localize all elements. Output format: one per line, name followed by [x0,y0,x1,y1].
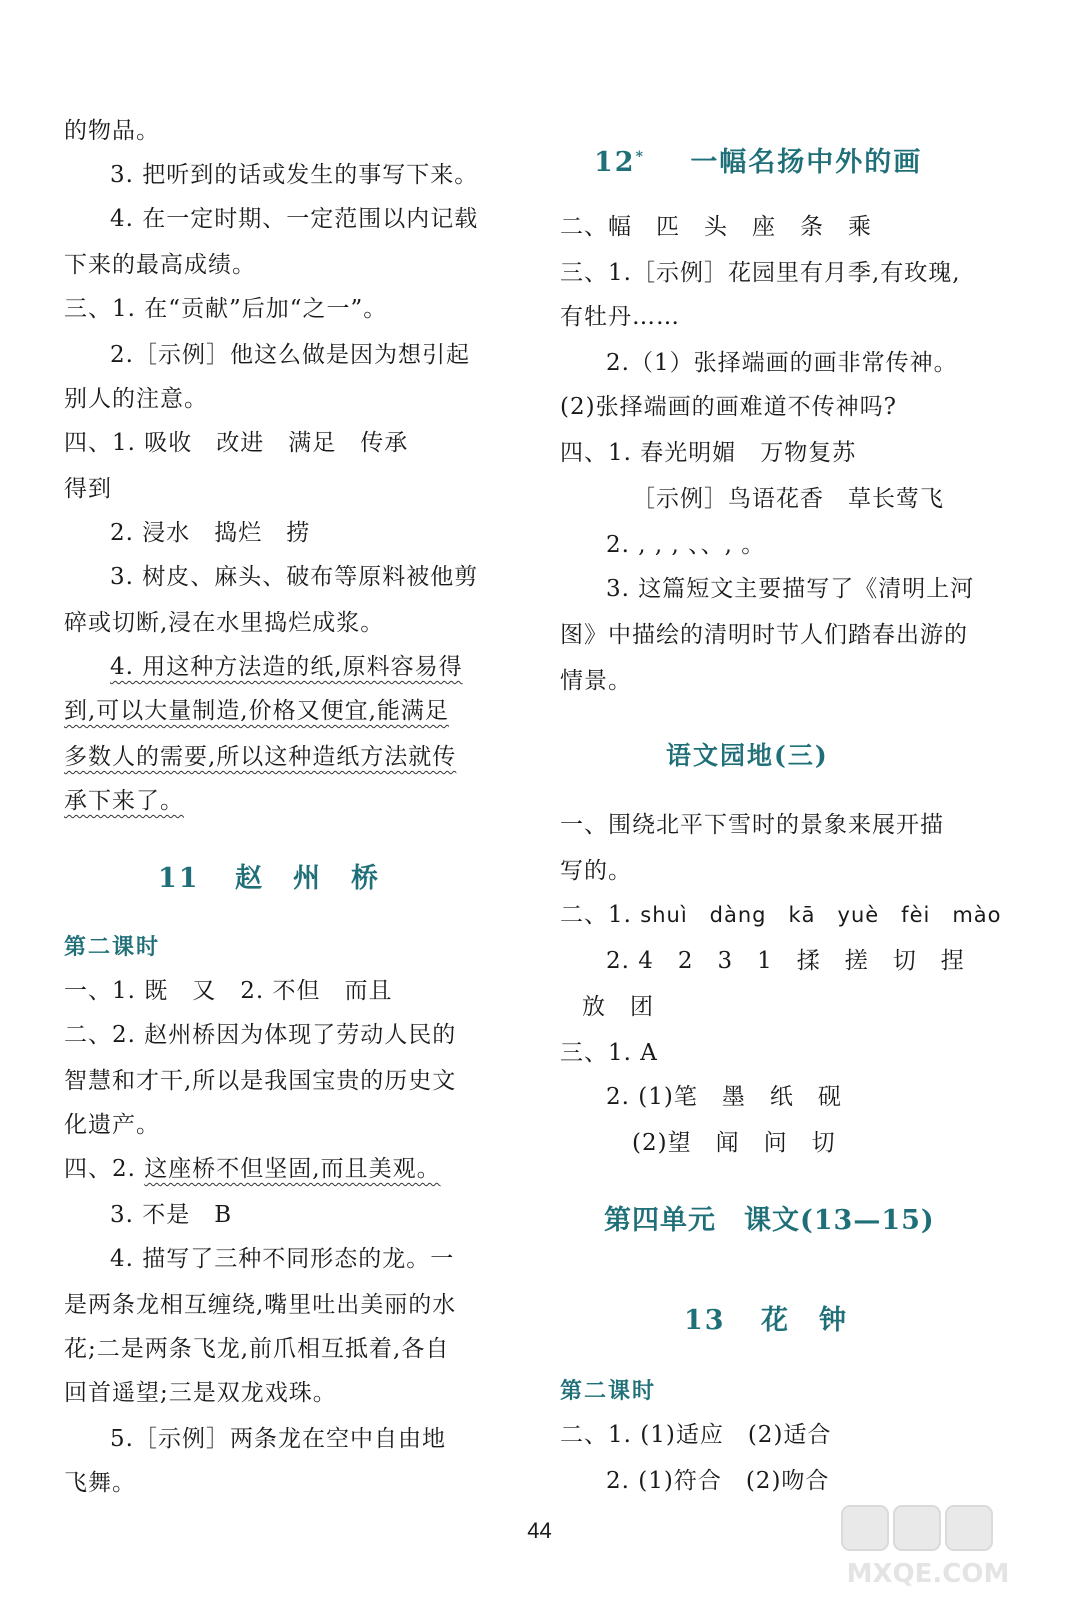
text-line: 得到 [64,476,112,502]
text-line: 情景。 [560,668,632,694]
text-line: 3. 树皮、麻头、破布等原料被他剪 [110,564,479,590]
text-line: 5.［示例］两条龙在空中自由地 [110,1426,446,1452]
text-line: 2.（1）张择端画的画非常传神。 [606,350,958,376]
text-line: 2. , , , 、、, 。 [606,532,766,558]
text-line: 2. (1)符合 (2)吻合 [606,1468,830,1494]
text-line: 碎或切断,浸在水里捣烂成浆。 [64,610,385,636]
text-line: 有牡丹…… [560,304,680,330]
text-line: 二、2. 赵州桥因为体现了劳动人民的 [64,1022,457,1048]
subsection-heading: 第二课时 [560,1378,657,1404]
text-line: 化遗产。 [64,1112,160,1138]
answer-prefix: 二、1. [560,902,641,928]
text-line: 三、1. A [560,1040,658,1066]
text-line [64,1154,441,1184]
underlined-answer: 这座桥不但坚固,而且美观。 [144,1156,441,1182]
text-line: 写的。 [560,858,632,884]
pinyin-answers: shuì dàng kā yuè fèi mào [640,903,1002,927]
text-line: 二、幅 匹 头 座 条 乘 [560,214,872,240]
text-line-underlined: 4. 用这种方法造的纸,原料容易得 [110,654,463,680]
lesson-13-heading [684,1298,848,1337]
text-line: 三、1.［示例］花园里有月季,有玫瑰, [560,260,961,286]
lesson-number: 11 [158,863,200,894]
text-line: 回首遥望;三是双龙戏珠。 [64,1380,337,1406]
text-line-underlined: 承下来了。 [64,788,184,814]
text-line: 四、1. 春光明媚 万物复苏 [560,440,857,466]
text-line: 2. 浸水 捣烂 捞 [110,520,311,546]
answer-prefix: 四、2. [64,1156,145,1182]
text-line: 三、1. 在“贡献”后加“之一”。 [64,296,388,322]
text-line [560,900,1002,930]
text-line-underlined: 多数人的需要,所以这种造纸方法就传 [64,744,457,770]
text-line: (2)张择端画的画难道不传神吗? [560,394,897,420]
text-line: 2. (1)笔 墨 纸 砚 [606,1084,842,1110]
text-line: 一、1. 既 又 2. 不但 而且 [64,978,393,1004]
text-line: 智慧和才干,所以是我国宝贵的历史文 [64,1068,457,1094]
text-line: 3. 把听到的话或发生的事写下来。 [110,162,479,188]
text-line: 2. 4 2 3 1 揉 搓 切 捏 [606,948,965,974]
text-line: (2)望 闻 问 切 [632,1130,836,1156]
lesson-11-heading [158,856,380,895]
text-line: 别人的注意。 [64,386,208,412]
subsection-heading: 第二课时 [64,934,161,960]
text-line: 四、1. 吸收 改进 满足 传承 [64,430,409,456]
text-line: 3. 不是 B [110,1202,233,1228]
text-line: 飞舞。 [64,1470,136,1496]
unit-heading: 第四单元 课文(13—15) [604,1205,935,1236]
text-line: 2.［示例］他这么做是因为想引起 [110,342,470,368]
text-line: 花;二是两条飞龙,前爪相互抵着,各自 [64,1336,450,1362]
text-line: 二、1. (1)适应 (2)适合 [560,1422,832,1448]
text-line: 4. 描写了三种不同形态的龙。一 [110,1246,455,1272]
lesson-title: 赵 州 桥 [234,863,380,894]
watermark-text: MXQE.COM [846,1559,1010,1589]
text-line: 3. 这篇短文主要描写了《清明上河 [606,576,975,602]
page-number: 44 [527,1518,552,1543]
optional-lesson-mark: * [635,149,645,165]
text-line: 一、围绕北平下雪时的景象来展开描 [560,812,944,838]
lesson-12-heading [594,140,922,179]
section-heading-garden: 语文园地(三) [666,741,829,770]
lesson-title: 一幅名扬中外的画 [690,147,923,178]
text-line: 图》中描绘的清明时节人们踏春出游的 [560,622,968,648]
watermark-logo-icon [838,1500,1018,1590]
text-line: 放 团 [582,994,654,1020]
text-line: 4. 在一定时期、一定范围以内记载 [110,206,479,232]
lesson-title: 花 钟 [760,1305,848,1336]
text-line: 下来的最高成绩。 [64,252,256,278]
lesson-number: 13 [684,1305,726,1336]
text-line: 的物品。 [64,118,160,144]
text-line: ［示例］鸟语花香 草长莺飞 [632,486,944,512]
lesson-number: 12 [594,147,636,178]
text-line-underlined: 到,可以大量制造,价格又便宜,能满足 [64,698,449,724]
text-line: 是两条龙相互缠绕,嘴里吐出美丽的水 [64,1292,457,1318]
